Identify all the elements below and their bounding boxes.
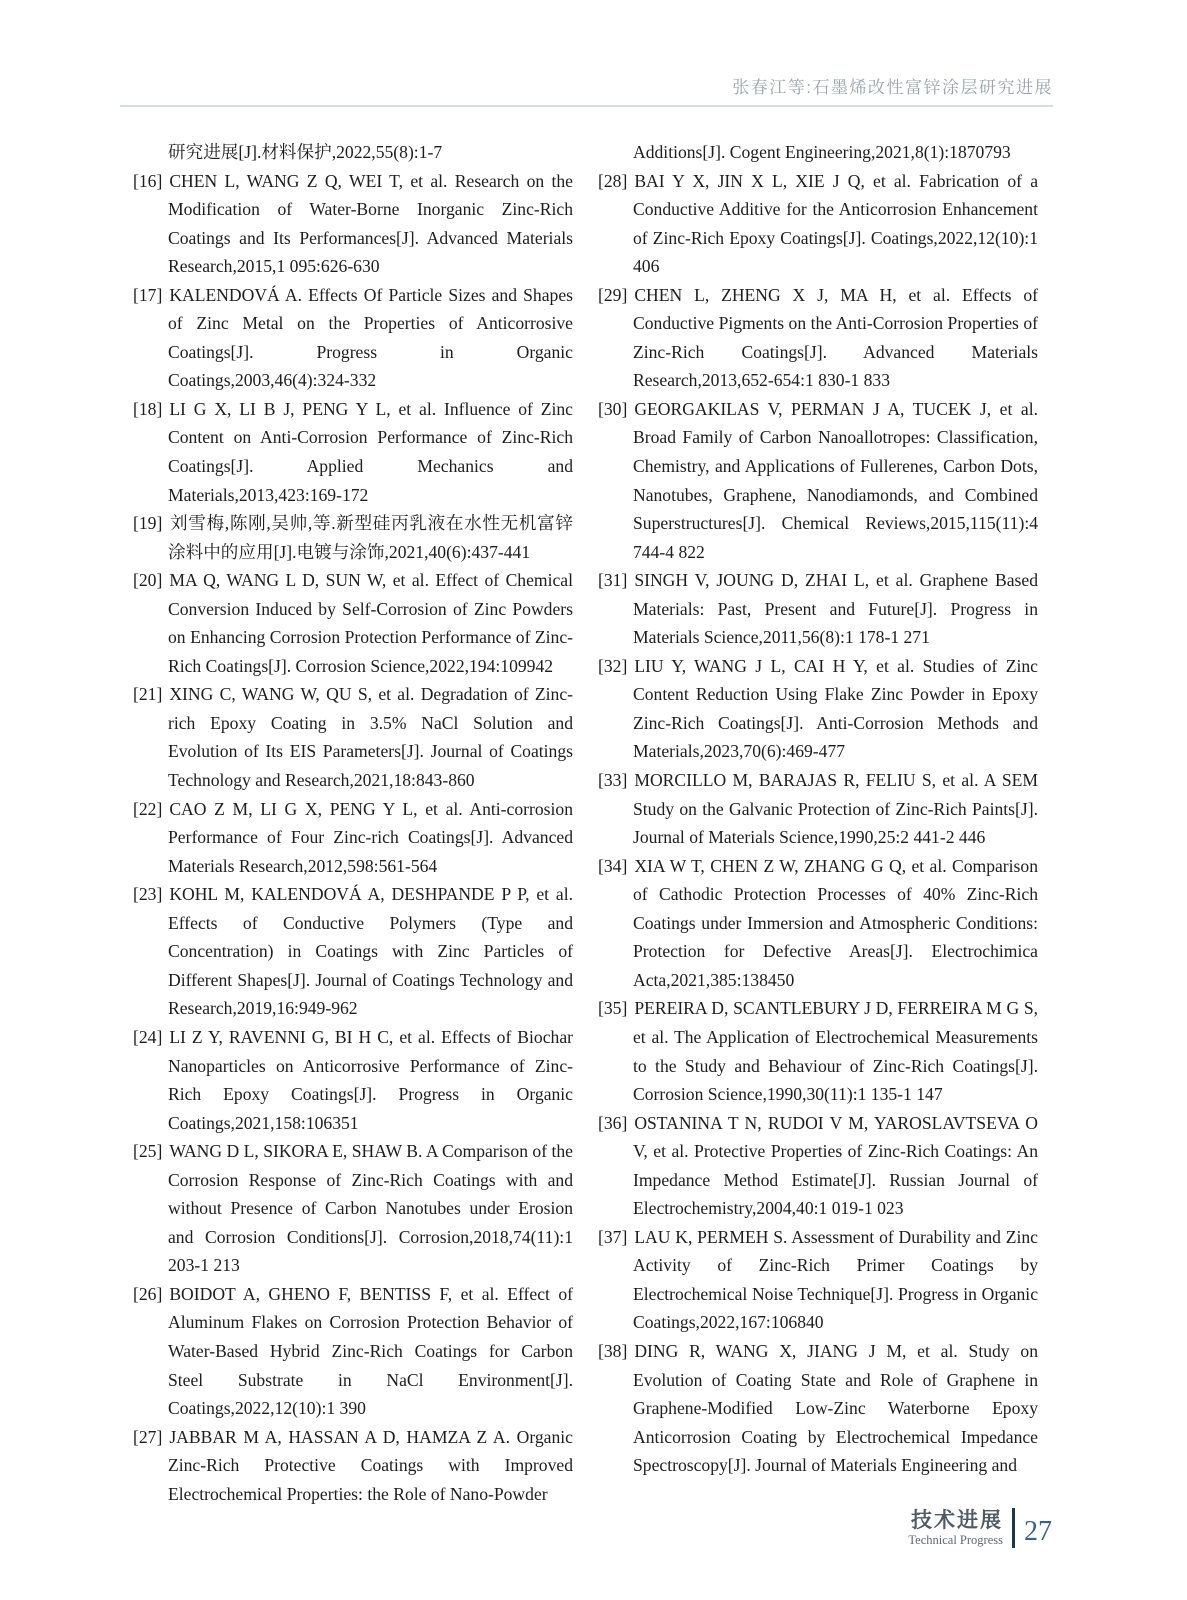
reference-text: LIU Y, WANG J L, CAI H Y, et al. Studies of Zinc Content Reduction Using Flake Zinc Powder in Epoxy Zinc-Rich Coatings[J]. Anti-Corrosion Methods and Materials,2023,70(6):469-477: [633, 655, 1038, 762]
reference-text: DING R, WANG X, JIANG J M, et al. Study on Evolution of Coating State and Role of Graphene in Graphene-Modified Low-Zinc Waterborne Epoxy Anticorrosion Coating by Electrochemical Impedance Spectroscopy[J]. Journal of Materials Engineering and: [633, 1340, 1038, 1476]
reference-label: [16]: [133, 170, 163, 191]
running-title: 张春江等:石墨烯改性富锌涂层研究进展: [732, 78, 1053, 97]
reference-label: [26]: [133, 1283, 163, 1304]
reference-item: [598, 281, 1038, 395]
reference-label: [35]: [598, 998, 628, 1019]
reference-item: [133, 395, 573, 509]
reference-label: [30]: [598, 398, 628, 419]
reference-text: KALENDOVÁ A. Effects Of Particle Sizes and Shapes of Zinc Metal on the Properties of Anticorrosive Coatings[J]. Progress in Organic Coatings,2003,46(4):324-332: [168, 284, 573, 391]
reference-item: [598, 652, 1038, 766]
reference-label: [20]: [133, 570, 163, 591]
header-rule: [120, 105, 1053, 107]
reference-text: GEORGAKILAS V, PERMAN J A, TUCEK J, et al. Broad Family of Carbon Nanoallotropes: Classification, Chemistry, and Applications of Fullerenes, Carbon Dots, Nanotubes, Graphene, Nanodiamonds, and Combined Superstructures[J]. Chemical Reviews,2015,115(11):4 744-4 822: [633, 398, 1038, 562]
reference-item: [598, 395, 1038, 566]
reference-item: [598, 167, 1038, 281]
reference-continuation: 研究进展[J].材料保护,2022,55(8):1-7: [168, 142, 443, 162]
reference-text: XIA W T, CHEN Z W, ZHANG G Q, et al. Comparison of Cathodic Protection Processes of 40% Zinc-Rich Coatings under Immersion and Atmospheric Conditions: Protection for Defective Areas[J]. Electrochimica Acta,2021,385:138450: [633, 855, 1038, 990]
reference-label: [18]: [133, 398, 163, 419]
reference-label: [21]: [133, 684, 163, 705]
footer-section-marker: [908, 1508, 1052, 1548]
reference-text: PEREIRA D, SCANTLEBURY J D, FERREIRA M G S, et al. The Application of Electrochemical Measurements to the Study and Behaviour of Zinc-Rich Coatings[J]. Corrosion Science,1990,30(11):1 135-1 147: [633, 998, 1038, 1105]
reference-text: WANG D L, SIKORA E, SHAW B. A Comparison of the Corrosion Response of Zinc-Rich Coatings with and without Presence of Carbon Nanotubes under Erosion and Corrosion Conditions[J]. Corrosion,2018,74(11):1 203-1 213: [168, 1141, 573, 1276]
references-left-column: [133, 138, 573, 1508]
reference-label: [31]: [598, 570, 628, 591]
reference-label: [32]: [598, 655, 628, 676]
footer-divider-bar: [1012, 1508, 1015, 1548]
reference-item: [133, 167, 573, 281]
reference-item: [598, 566, 1038, 652]
reference-item: [133, 1280, 573, 1423]
reference-item: [598, 852, 1038, 995]
reference-continuation: Additions[J]. Cogent Engineering,2021,8(1):1870793: [633, 142, 1011, 162]
reference-text: CAO Z M, LI G X, PENG Y L, et al. Anti-corrosion Performance of Four Zinc-rich Coatings[J]. Advanced Materials Research,2012,598:561-564: [168, 798, 573, 876]
reference-text: BAI Y X, JIN X L, XIE J Q, et al. Fabrication of a Conductive Additive for the Anticorrosion Enhancement of Zinc-Rich Epoxy Coatings[J]. Coatings,2022,12(10):1 406: [633, 170, 1038, 277]
reference-item: [133, 1023, 573, 1137]
reference-text: 刘雪梅,陈刚,吴帅,等.新型硅丙乳液在水性无机富锌涂料中的应用[J].电镀与涂饰,2021,40(6):437-441: [168, 513, 573, 562]
references-section: [133, 138, 1038, 1508]
reference-text: CHEN L, WANG Z Q, WEI T, et al. Research on the Modification of Water-Borne Inorganic Zinc-Rich Coatings and Its Performances[J]. Advanced Materials Research,2015,1 095:626-630: [168, 170, 573, 277]
reference-label: [29]: [598, 284, 628, 305]
reference-label: [22]: [133, 798, 163, 819]
reference-item: [598, 994, 1038, 1108]
footer-titles: [908, 1509, 1003, 1548]
page-number: 27: [1024, 1516, 1052, 1547]
reference-label: [24]: [133, 1026, 163, 1047]
reference-item: [133, 795, 573, 881]
reference-label: [19]: [133, 513, 163, 534]
reference-item: [598, 766, 1038, 852]
reference-text: KOHL M, KALENDOVÁ A, DESHPANDE P P, et al. Effects of Conductive Polymers (Type and Concentration) in Coatings with Zinc Particles of Different Shapes[J]. Journal of Coatings Technology and Research,2019,16:949-962: [168, 884, 573, 1019]
section-title-cn: 技术进展: [911, 1508, 1003, 1532]
reference-item: [133, 1137, 573, 1280]
reference-label: [28]: [598, 170, 628, 191]
reference-text: XING C, WANG W, QU S, et al. Degradation of Zinc-rich Epoxy Coating in 3.5% NaCl Solution and Evolution of Its EIS Parameters[J]. Journal of Coatings Technology and Research,2021,18:843-860: [168, 684, 573, 791]
reference-text: CHEN L, ZHENG X J, MA H, et al. Effects of Conductive Pigments on the Anti-Corrosion Properties of Zinc-Rich Coatings[J]. Advanced Materials Research,2013,652-654:1 830-1 833: [633, 284, 1038, 391]
reference-text: LI Z Y, RAVENNI G, BI H C, et al. Effects of Biochar Nanoparticles on Anticorrosive Performance of Zinc-Rich Epoxy Coatings[J]. Progress in Organic Coatings,2021,158:106351: [168, 1026, 573, 1133]
reference-text: OSTANINA T N, RUDOI V M, YAROSLAVTSEVA O V, et al. Protective Properties of Zinc-Rich Coatings: An Impedance Method Estimate[J]. Russian Journal of Electrochemistry,2004,40:1 019-1 023: [633, 1112, 1038, 1219]
reference-label: [34]: [598, 855, 628, 876]
reference-label: [37]: [598, 1226, 628, 1247]
reference-item: [598, 1337, 1038, 1480]
reference-text: MORCILLO M, BARAJAS R, FELIU S, et al. A SEM Study on the Galvanic Protection of Zinc-Rich Paints[J]. Journal of Materials Science,1990,25:2 441-2 446: [633, 770, 1038, 848]
reference-text: LAU K, PERMEH S. Assessment of Durability and Zinc Activity of Zinc-Rich Primer Coatings by Electrochemical Noise Technique[J]. Progress in Organic Coatings,2022,167:106840: [633, 1226, 1038, 1333]
reference-item: [598, 1223, 1038, 1337]
reference-item: [133, 680, 573, 794]
reference-label: [23]: [133, 884, 163, 905]
references-right-column: [598, 138, 1038, 1508]
reference-item: [133, 509, 573, 566]
reference-text: SINGH V, JOUNG D, ZHAI L, et al. Graphene Based Materials: Past, Present and Future[J]. Progress in Materials Science,2011,56(8):1 178-1 271: [633, 570, 1038, 648]
reference-label: [38]: [598, 1340, 628, 1361]
reference-label: [25]: [133, 1141, 163, 1162]
reference-item: [133, 880, 573, 1023]
reference-label: [36]: [598, 1112, 628, 1133]
reference-item: [133, 1423, 573, 1509]
reference-label: [17]: [133, 284, 163, 305]
reference-item: [133, 566, 573, 680]
reference-text: LI G X, LI B J, PENG Y L, et al. Influence of Zinc Content on Anti-Corrosion Performance of Zinc-Rich Coatings[J]. Applied Mechanics and Materials,2013,423:169-172: [168, 398, 573, 505]
section-title-en: Technical Progress: [908, 1532, 1003, 1547]
reference-text: BOIDOT A, GHENO F, BENTISS F, et al. Effect of Aluminum Flakes on Corrosion Protection Behavior of Water-Based Hybrid Zinc-Rich Coatings for Carbon Steel Substrate in NaCl Environment[J]. Coatings,2022,12(10):1 390: [168, 1283, 573, 1419]
reference-label: [33]: [598, 770, 628, 791]
reference-text: MA Q, WANG L D, SUN W, et al. Effect of Chemical Conversion Induced by Self-Corrosion of Zinc Powders on Enhancing Corrosion Protection Performance of Zinc-Rich Coatings[J]. Corrosion Science,2022,194:109942: [168, 570, 573, 676]
reference-text: JABBAR M A, HASSAN A D, HAMZA Z A. Organic Zinc-Rich Protective Coatings with Improved Electrochemical Properties: the Role of Nano-Powder: [168, 1426, 573, 1504]
reference-label: [27]: [133, 1426, 163, 1447]
reference-item: [133, 281, 573, 395]
reference-item: [598, 1109, 1038, 1223]
